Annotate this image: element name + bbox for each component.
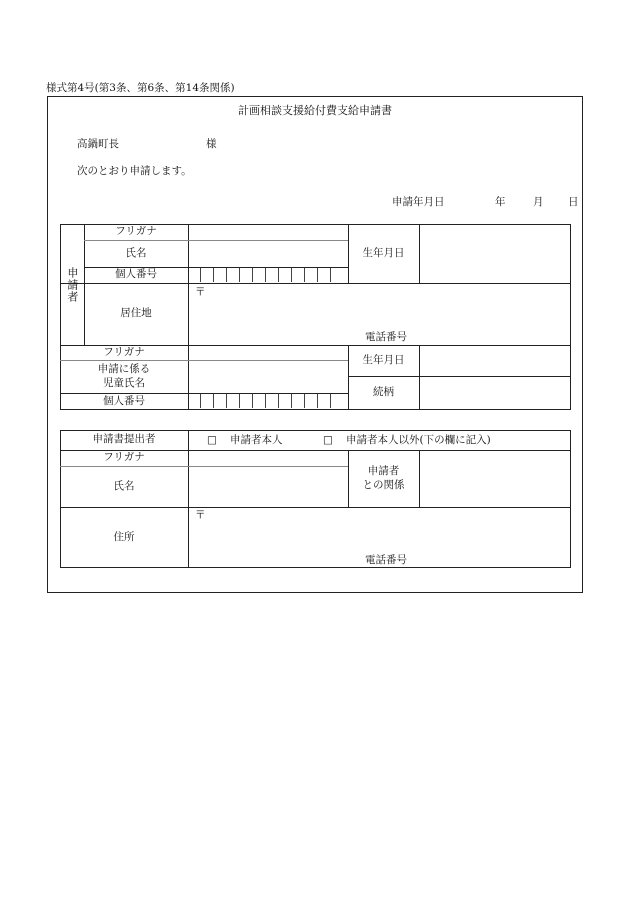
applicant-birth-label: 生年月日 bbox=[362, 247, 405, 260]
option2-label: 申請者本人以外(下の欄に記入) bbox=[346, 434, 491, 446]
submitter-label: 申請書提出者 bbox=[92, 433, 156, 446]
date-day: 日 bbox=[568, 196, 579, 208]
form-reference: 様式第4号(第3条、第6条、第14条関係) bbox=[46, 82, 235, 94]
date-label: 申請年月日 bbox=[392, 196, 445, 208]
applicant-postal-mark: 〒 bbox=[195, 286, 206, 298]
applicant-mynumber-label: 個人番号 bbox=[115, 268, 157, 281]
addressee-name: 高鍋町長 bbox=[77, 138, 119, 150]
applicant-name-label: 氏名 bbox=[125, 246, 147, 259]
date-year: 年 bbox=[495, 196, 506, 208]
submitter-furigana-label: フリガナ bbox=[103, 451, 145, 464]
addressee-honorific: 様 bbox=[206, 138, 217, 150]
applicant-furigana-label: フリガナ bbox=[115, 225, 157, 238]
submitter-name-label: 氏名 bbox=[113, 479, 135, 492]
intro-text: 次のとおり申請します。 bbox=[77, 165, 192, 177]
submitter-phone-label: 電話番号 bbox=[365, 554, 407, 566]
option1-label: 申請者本人 bbox=[230, 434, 283, 446]
option2-checkbox[interactable]: □ bbox=[323, 434, 333, 446]
submitter-postal-mark: 〒 bbox=[195, 509, 206, 521]
child-relation-label: 続柄 bbox=[373, 386, 394, 399]
applicant-phone-label: 電話番号 bbox=[365, 331, 407, 343]
child-birth-label: 生年月日 bbox=[362, 353, 405, 366]
submitter-relation-label: 申請者 との関係 bbox=[362, 465, 405, 491]
child-name-label: 申請に係る 児童氏名 bbox=[97, 363, 151, 389]
applicant-address-label: 居住地 bbox=[120, 307, 152, 320]
form-title: 計画相談支援給付費支給申請書 bbox=[238, 104, 392, 117]
applicant-side-label: 申請者 bbox=[65, 266, 79, 303]
option1-checkbox[interactable]: □ bbox=[207, 434, 217, 446]
child-mynumber-label: 個人番号 bbox=[103, 394, 145, 407]
child-furigana-label: フリガナ bbox=[103, 345, 145, 358]
submitter-address-label: 住所 bbox=[113, 530, 135, 543]
date-month: 月 bbox=[533, 196, 544, 208]
